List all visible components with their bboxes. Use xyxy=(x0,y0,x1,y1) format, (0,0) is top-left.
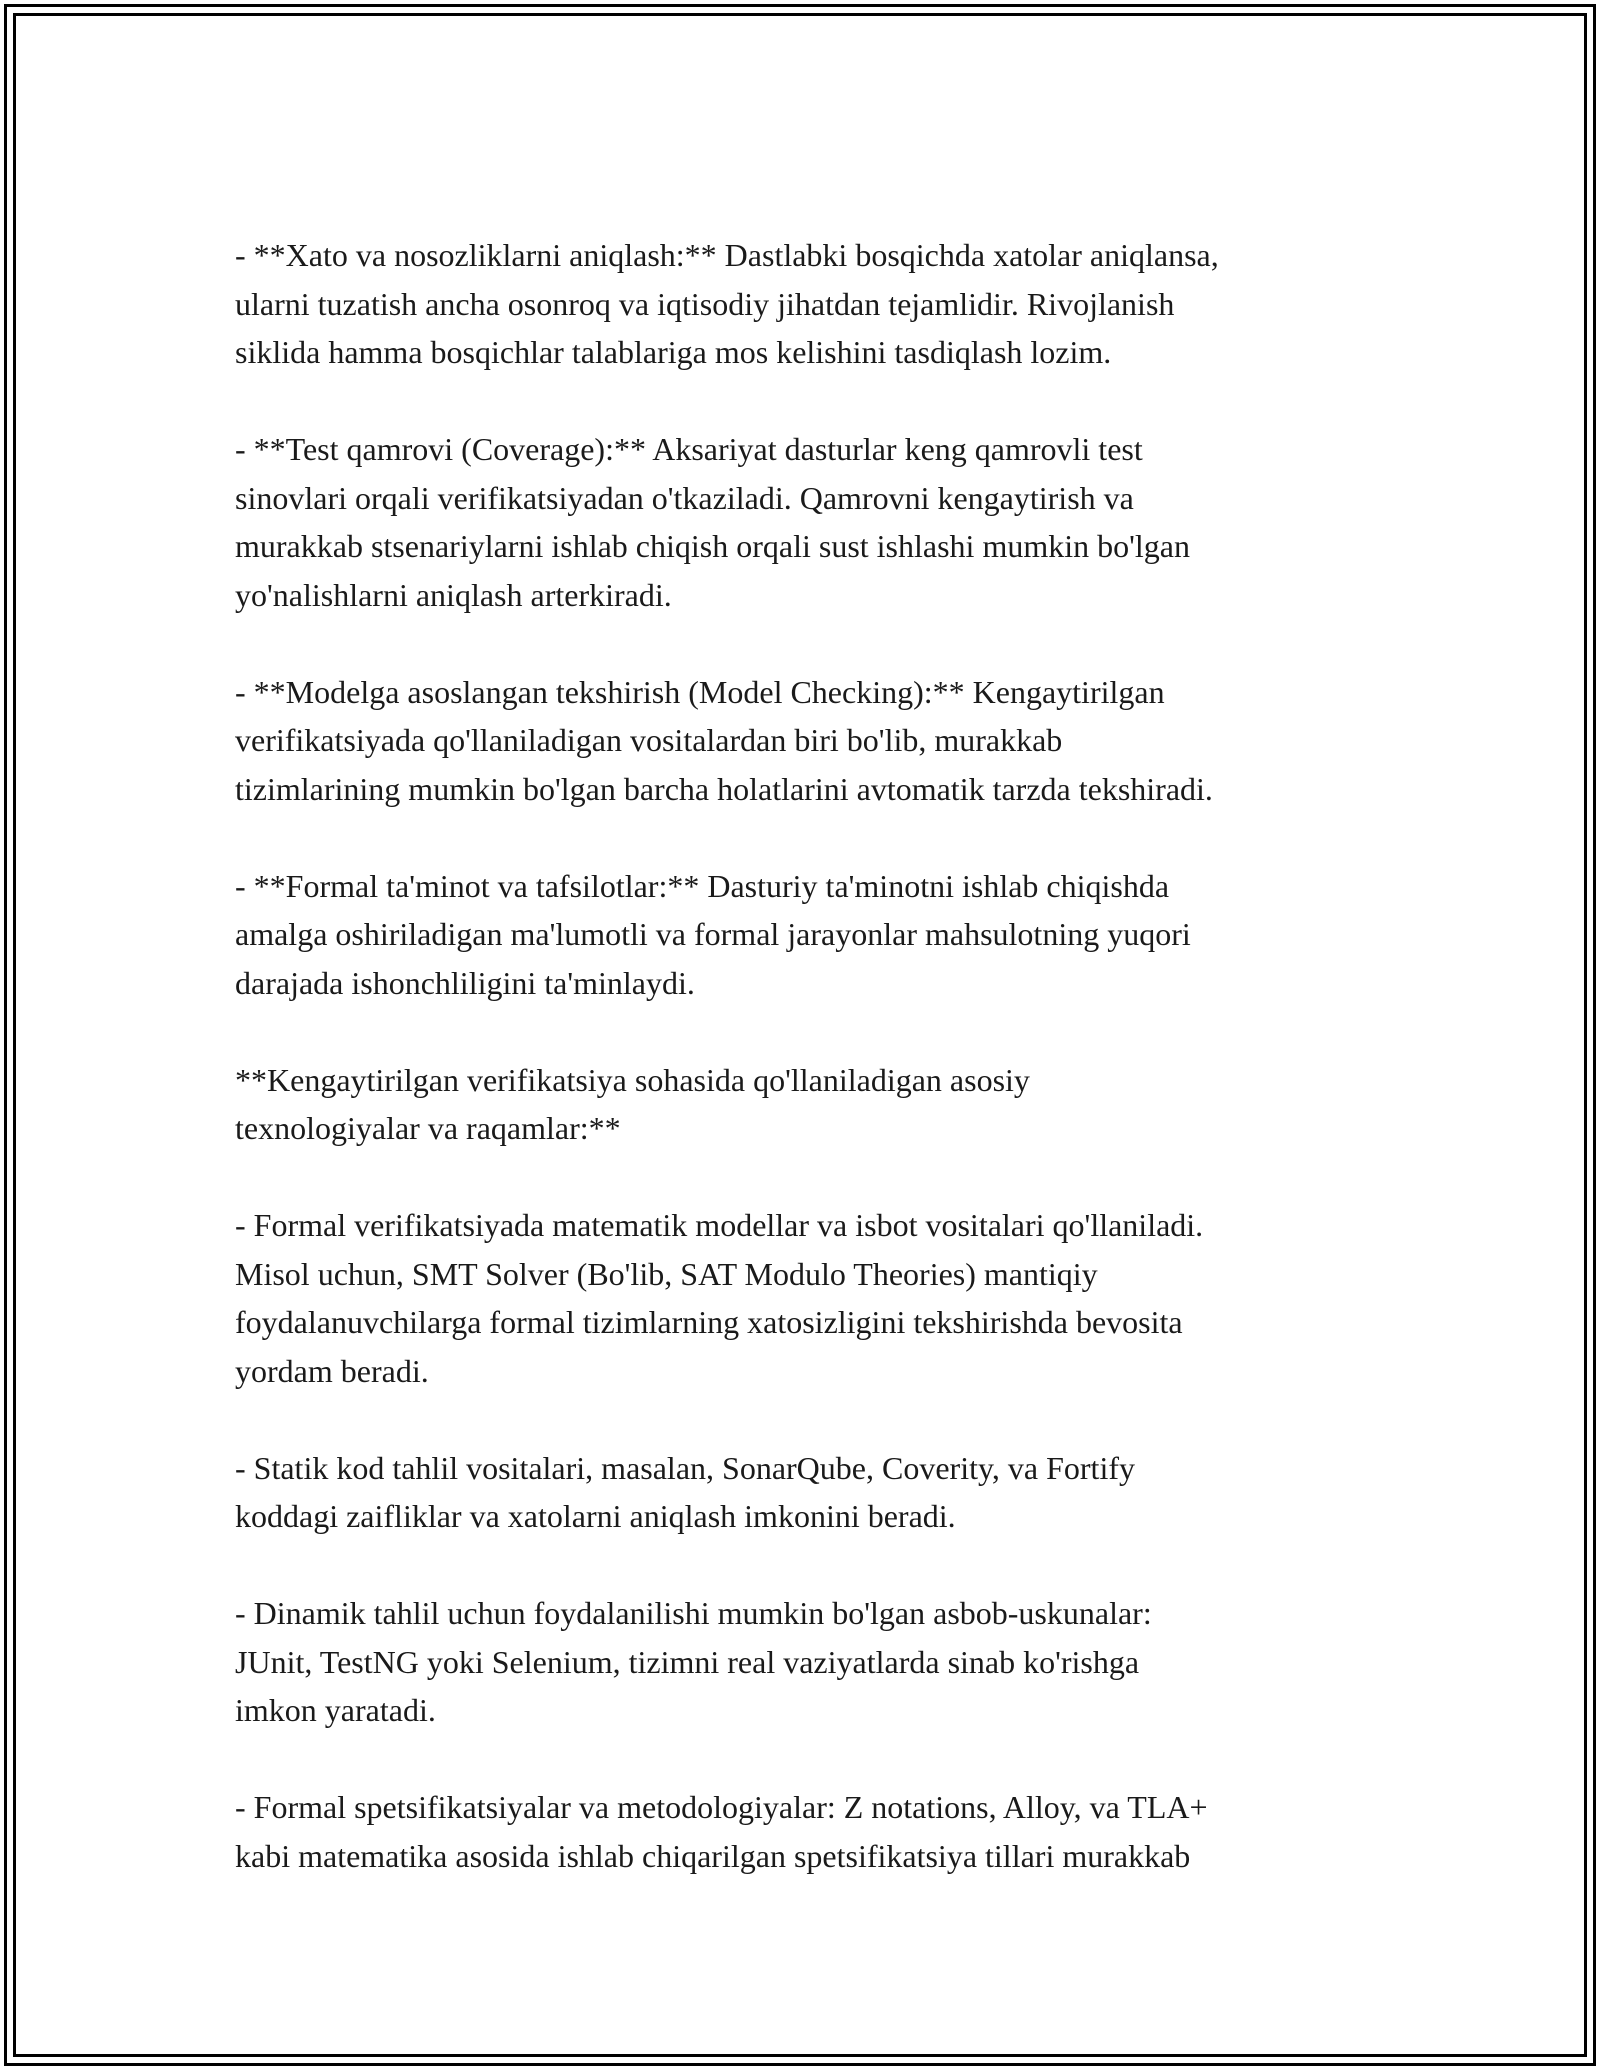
paragraph-formal-verification: - Formal verifikatsiyada matematik modellar va isbot vositalari qo'llaniladi. Misol uchun, SMT Solver (Bo'lib, SAT Modulo Theories) mantiqiy foydalanuvchilarga formal tizimlarning xatosizligini tekshirishda bevosita yordam beradi. xyxy=(235,1207,1204,1389)
paragraph-formal-assurance: - **Formal ta'minot va tafsilotlar:** Dasturiy ta'minotni ishlab chiqishda amalga oshiriladigan ma'lumotli va formal jarayonlar mahsulotning yuqori darajada ishonchliligini ta'minlaydi. xyxy=(235,867,1191,1001)
paragraph-error-detection: - **Xato va nosozliklarni aniqlash:** Dastlabki bosqichda xatolar aniqlansa, ularni tuzatish ancha osonroq va iqtisodiy jihatdan tejamlidir. Rivojlanish siklida hamma bosqichlar talablariga mos kelishini tasdiqlash lozim. xyxy=(235,237,1219,370)
section-heading-technologies: **Kengaytirilgan verifikatsiya sohasida qo'llaniladigan asosiy texnologiyalar va raqamlar:** xyxy=(235,1061,1030,1146)
paragraph-model-checking: - **Modelga asoslangan tekshirish (Model Checking):** Kengaytirilgan verifikatsiyada qo'llaniladigan vositalardan biri bo'lib, murakkab tizimlarining mumkin bo'lgan barcha holatlarini avtomatik tarzda tekshiradi. xyxy=(235,673,1213,807)
paragraph-static-analysis: - Statik kod tahlil vositalari, masalan, SonarQube, Coverity, va Fortify koddagi zaifliklar va xatolarni aniqlash imkonini beradi. xyxy=(235,1449,1135,1534)
paragraph-test-coverage: - **Test qamrovi (Coverage):** Aksariyat dasturlar keng qamrovli test sinovlari orqali verifikatsiyadan o'tkaziladi. Qamrovni kengaytirish va murakkab stsenariylarni ishlab chiqish orqali sust ishlashi mumkin bo'lgan yo'nalishlarni aniqlash arterkiradi. xyxy=(235,431,1190,613)
paragraph-dynamic-analysis: - Dinamik tahlil uchun foydalanilishi mumkin bo'lgan asbob-uskunalar: JUnit, TestNG yoki Selenium, tizimni real vaziyatlarda sinab ko'rishga imkon yaratadi. xyxy=(235,1595,1152,1728)
document-body xyxy=(235,231,1385,1880)
paragraph-formal-specifications: - Formal spetsifikatsiyalar va metodologiyalar: Z notations, Alloy, va TLA+ kabi matematika asosida ishlab chiqarilgan spetsifikatsiya tillari murakkab xyxy=(235,1789,1208,1874)
